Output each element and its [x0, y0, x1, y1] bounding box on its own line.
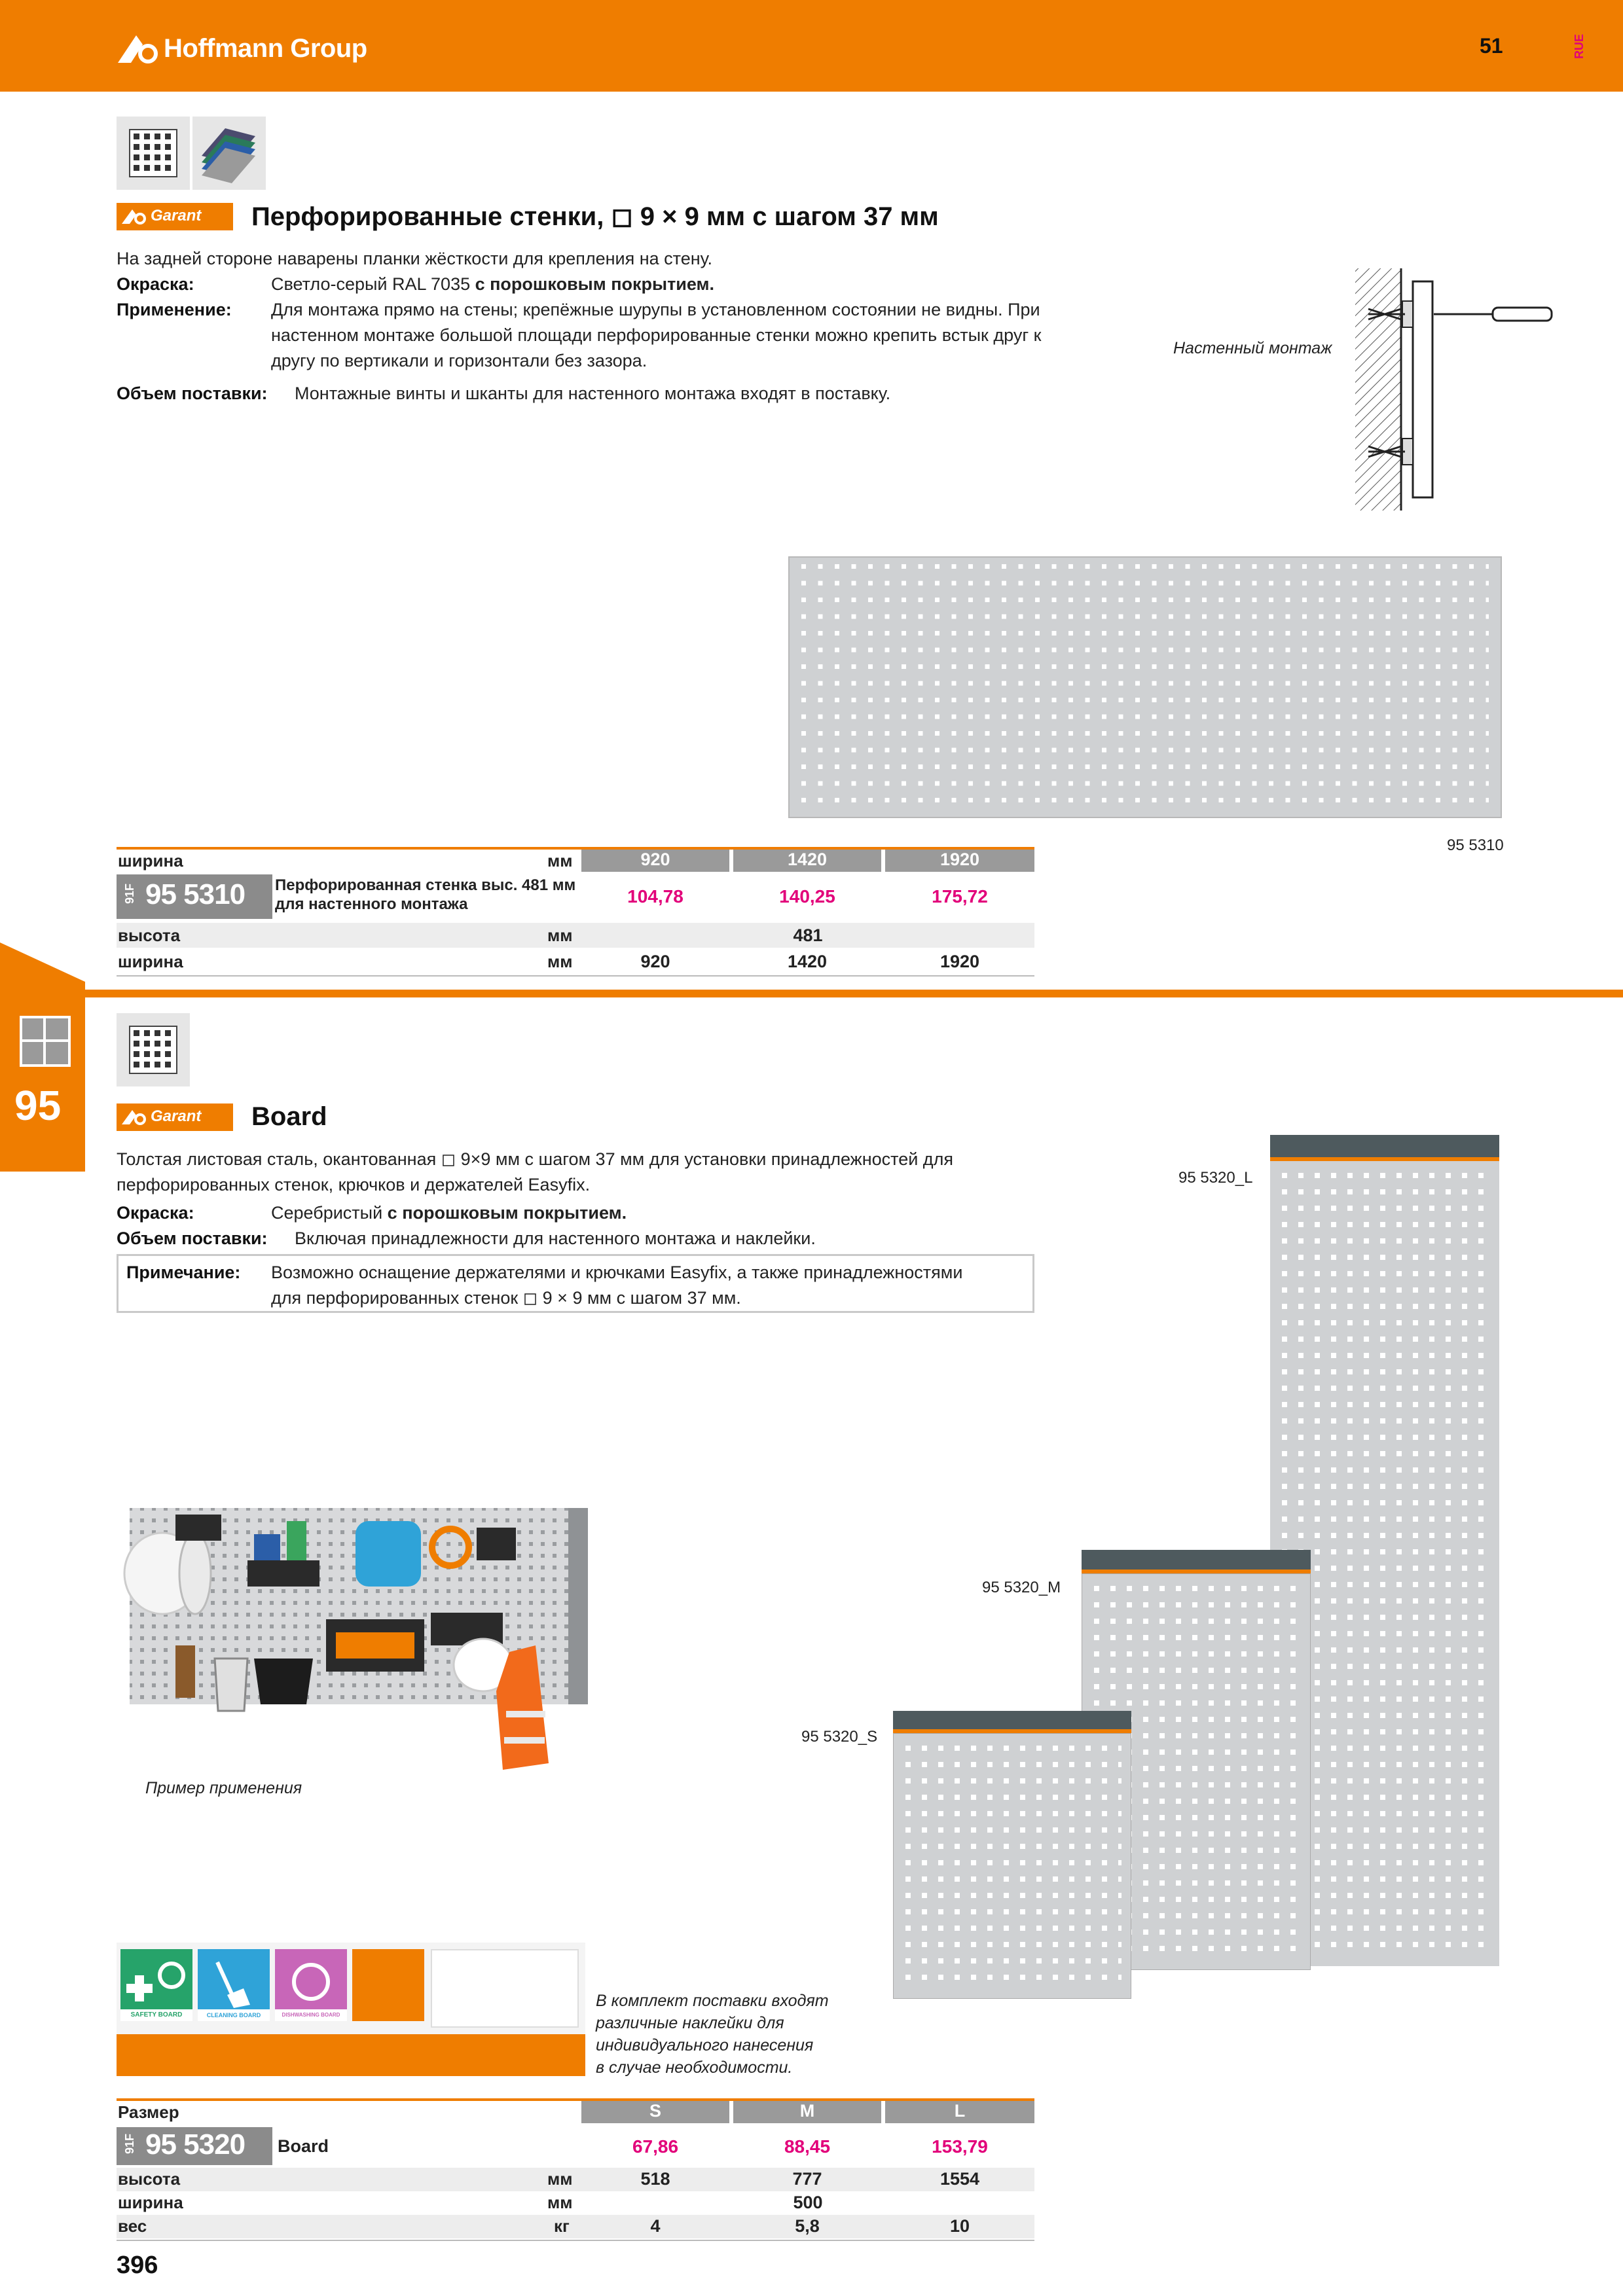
table2-price: 153,79 [932, 2136, 988, 2157]
table2-width-value: 500 [793, 2193, 823, 2212]
table1-height-value: 481 [793, 925, 823, 945]
perforation-thumbnail [117, 117, 190, 190]
table2-size-header: S [581, 2101, 729, 2123]
table1-unit: мм [547, 851, 573, 870]
table1-size-header: 1920 [885, 850, 1034, 872]
table1-height-unit: мм [547, 925, 573, 945]
board-delivery-text: Включая принадлежности для настенного монтажа и наклейки. [295, 1229, 816, 1248]
safety-sticker [120, 1949, 192, 2021]
table2-description: Board [278, 2136, 329, 2156]
table2-height-value: 518 [640, 2169, 670, 2189]
table1-size-header: 1420 [733, 850, 881, 872]
table2-width-label: ширина [118, 2193, 183, 2212]
hoffmann-logo-icon [117, 33, 162, 65]
dishwashing-sticker [275, 1949, 347, 2021]
use-text-line1: Для монтажа прямо на стены; крепёжные шурупы в установленном состоянии не видны. При [271, 300, 1040, 319]
application-example-illustration [117, 1495, 592, 1770]
panel-holes [788, 556, 1502, 818]
use-text-line2: настенном монтаже большой площади перфорированные стенки можно крепить встык друг к [271, 325, 1042, 345]
table2-height-value: 1554 [939, 2169, 980, 2189]
table2-width-unit: мм [547, 2193, 573, 2212]
chapter-side-tab [0, 942, 85, 1172]
brand-name: Hoffmann Group [164, 34, 367, 63]
perforated-grid-icon [117, 1013, 190, 1086]
table2-article-prefix: 91F [123, 2134, 136, 2155]
use-text-line3: другу по вертикали и горизонтали без зазора. [271, 351, 647, 370]
page-number-top: 51 [1480, 34, 1503, 58]
table1-article-number: 95 5310 [145, 878, 246, 910]
board-s-panel [893, 1733, 1131, 1999]
page-number-bottom: 396 [117, 2251, 158, 2279]
table1-height-label: высота [118, 925, 181, 945]
board-intro-line1: Толстая листовая сталь, окантованная ◻ 9×9 мм с шагом 37 мм для установки принадлежностей для [117, 1149, 953, 1169]
garant-badge [117, 203, 233, 230]
garant-logo-icon [122, 208, 148, 225]
board-m-header-strip [1082, 1550, 1311, 1570]
perforated-panel-image [788, 556, 1502, 818]
garant-badge-label: Garant [151, 207, 202, 224]
panel-code-label: 95 5310 [1447, 836, 1504, 854]
cleaning-sticker [198, 1949, 270, 2021]
table2-price: 67,86 [632, 2136, 679, 2157]
table2-article-number: 95 5320 [145, 2128, 246, 2161]
board-s-holes [894, 1734, 1132, 2000]
table2-weight-value: 4 [650, 2216, 661, 2236]
cleaning-sticker-label: CLEANING BOARD [198, 2009, 270, 2021]
application-example-image [117, 1495, 592, 1770]
table1-bottom-rule [117, 975, 1034, 977]
table2-price: 88,45 [784, 2136, 831, 2157]
table1-article-prefix: 91F [123, 884, 136, 905]
broom-icon [198, 1949, 270, 2009]
board-m-code: 95 5320_M [982, 1579, 1061, 1596]
board-paint-label: Окраска: [117, 1203, 194, 1223]
table2-size-header: M [733, 2101, 881, 2123]
safety-sticker-label: SAFETY BOARD [120, 2009, 192, 2021]
paint-label: Окраска: [117, 274, 194, 294]
perforated-grid-icon [117, 117, 190, 190]
table1-width2-label: ширина [118, 952, 183, 971]
board-s-code: 95 5320_S [801, 1728, 878, 1746]
language-code: RUE [1573, 34, 1586, 60]
table2-weight-label: вес [118, 2216, 147, 2236]
garant-logo-icon [122, 1109, 148, 1126]
board-note-line2: для перфорированных стенок ◻ 9 × 9 мм с шагом 37 мм. [271, 1288, 741, 1308]
table2-article-box [117, 2127, 272, 2165]
table1-width-value: 1420 [787, 952, 828, 971]
table2-weight-value: 10 [949, 2216, 970, 2236]
table2-height-value: 777 [792, 2169, 822, 2189]
board-note-box [117, 1254, 1034, 1313]
table2-size-label: Размер [118, 2102, 179, 2122]
board-paint-text: Серебристый с порошковым покрытием. [271, 1203, 627, 1223]
table1-price: 175,72 [932, 886, 988, 906]
board-l-code: 95 5320_L [1178, 1169, 1253, 1187]
board-note-label: Примечание: [126, 1263, 241, 1282]
table1-article-box [117, 874, 272, 919]
wall-mount-caption: Настенный монтаж [1173, 339, 1332, 357]
section-title-board: Board [251, 1102, 327, 1131]
intro-text: На задней стороне наварены планки жёсткости для крепления на стену. [117, 249, 712, 268]
garant-badge-2 [117, 1103, 233, 1131]
table2-weight-value: 5,8 [795, 2216, 820, 2236]
table2-size-header: L [885, 2101, 1034, 2123]
board-note-line1: Возможно оснащение держателями и крючками Easyfix, а также принадлежностями [271, 1263, 963, 1282]
table2-height-label: высота [118, 2169, 181, 2189]
table2-height-unit: мм [547, 2169, 573, 2189]
table1-width-label: ширина [118, 851, 183, 870]
paint-text: Светло-серый RAL 7035 с порошковым покрытием. [271, 274, 715, 294]
table1-width-value: 920 [640, 952, 670, 971]
application-example-caption: Пример применения [145, 1779, 302, 1797]
wall-mount-diagram [1342, 262, 1558, 517]
table2-bottom-rule [117, 2240, 1034, 2241]
perforation-thumbnail-2 [117, 1013, 190, 1086]
sticker-strip [117, 1943, 585, 2076]
dish-icon [275, 1949, 347, 2009]
delivery-label: Объем поставки: [117, 384, 268, 403]
color-swatches-icon [192, 117, 266, 190]
section-title: Перфорированные стенки, ◻ 9 × 9 мм с шагом 37 мм [251, 202, 939, 231]
board-delivery-label: Объем поставки: [117, 1229, 268, 1248]
table1-width-value: 1920 [939, 952, 980, 971]
table1-size-header: 920 [581, 850, 729, 872]
table2-weight-unit: кг [554, 2216, 570, 2236]
color-swatch-thumbnail [192, 117, 266, 190]
chapter-number: 95 [14, 1082, 62, 1129]
board-s-header-strip [893, 1711, 1131, 1729]
dishwashing-sticker-label: DISHWASHING BOARD [275, 2009, 347, 2021]
section-divider [85, 990, 1623, 997]
garant-badge-label: Garant [151, 1107, 202, 1125]
board-l-header-strip [1270, 1135, 1499, 1157]
table1-price: 140,25 [779, 886, 835, 906]
table1-price: 104,78 [627, 886, 684, 906]
sticker-caption: В комплект поставки входят различные наклейки для индивидуального нанесения в случае необходимости. [596, 1992, 829, 2077]
blank-white-sticker [431, 1949, 579, 2028]
board-s-image [893, 1711, 1131, 1999]
blank-orange-sticker [352, 1949, 424, 2021]
delivery-text: Монтажные винты и шканты для настенного монтажа входят в поставку. [295, 384, 891, 403]
board-intro-line2: перфорированных стенок, крючков и держателей Easyfix. [117, 1175, 591, 1194]
table1-description: Перфорированная стенка выс. 481 мм для настенного монтажа [275, 876, 576, 913]
table1-width2-unit: мм [547, 952, 573, 971]
first-aid-icon [120, 1949, 192, 2009]
use-label: Применение: [117, 300, 232, 319]
